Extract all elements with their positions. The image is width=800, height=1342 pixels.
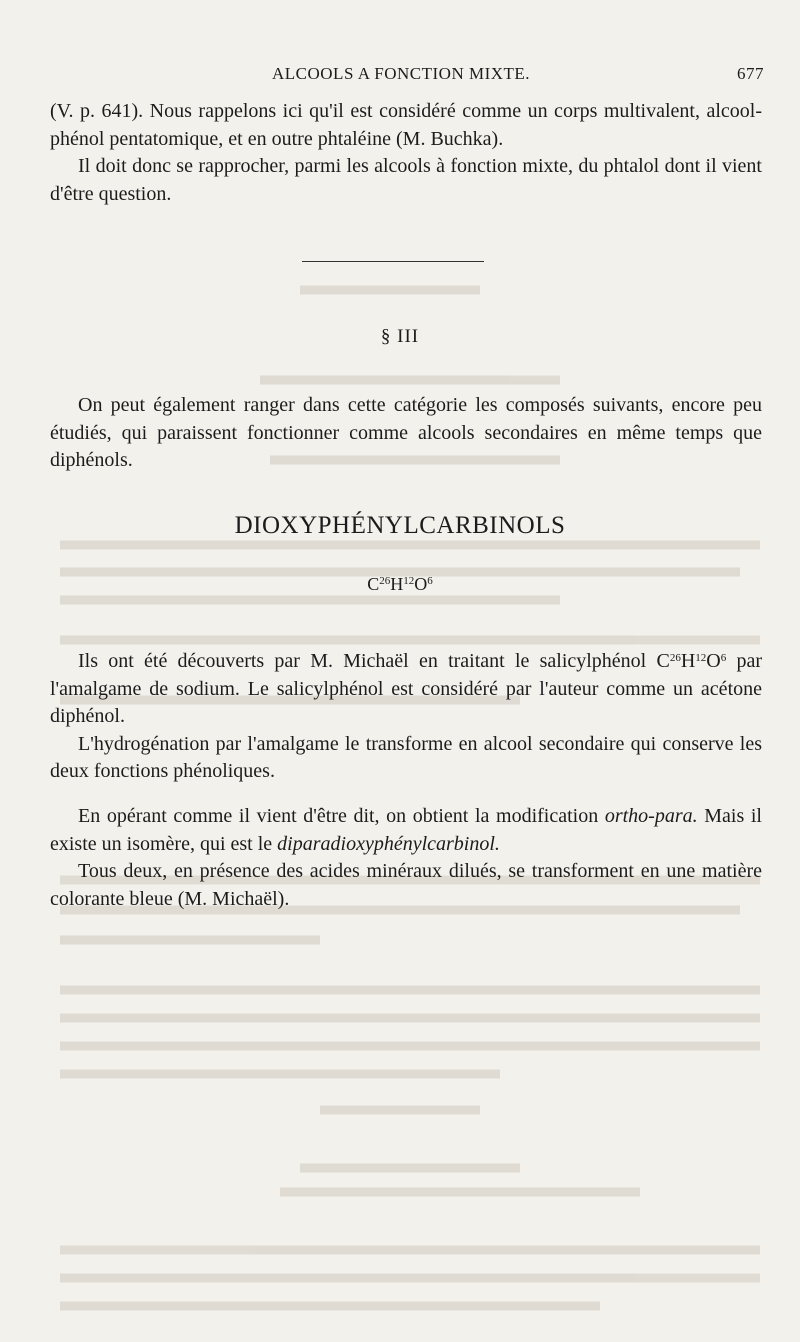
running-header bbox=[0, 64, 800, 90]
body-text-continued bbox=[50, 803, 762, 913]
intro-paragraph-2: Il doit donc se rapprocher, parmi les alcools à fonction mixte, du phtalol dont il vient d'être question. bbox=[50, 155, 762, 205]
intro-text bbox=[50, 98, 762, 208]
section-text bbox=[50, 392, 762, 475]
body-paragraph-3: En opérant comme il vient d'être dit, on obtient la modification ortho-para. Mais il existe un isomère, qui est le diparadioxyphénylcarbinol. bbox=[50, 805, 762, 855]
body-paragraph-2: L'hydrogénation par l'amalgame le transforme en alcool secondaire qui conserve les deux fonctions phénoliques. bbox=[50, 732, 762, 782]
section-divider bbox=[302, 261, 484, 262]
isomer-term-diparadioxy: diparadioxyphénylcarbinol. bbox=[277, 832, 500, 855]
running-title: ALCOOLS A FONCTION MIXTE. bbox=[272, 64, 531, 83]
section-heading: § III bbox=[380, 326, 420, 347]
compound-formula: $C^{26}H^{12}O^6$ bbox=[367, 574, 433, 594]
body-paragraph-1: Ils ont été découverts par M. Michaël en traitant le salicylphénol $C^{26}H^{12}O^6$ par l'amalgame de sodium. Le salicylphénol est considéré par l'auteur comme un acétone diphénol. bbox=[50, 650, 763, 727]
inline-formula: $C^{26}H^{12}O^6$ bbox=[656, 650, 727, 672]
body-text bbox=[50, 648, 762, 786]
page-number: 677 bbox=[737, 64, 764, 83]
body-paragraph-4: Tous deux, en présence des acides minéraux dilués, se transforment en une matière colorante bleue (M. Michaël). bbox=[50, 860, 762, 910]
intro-paragraph-1: (V. p. 641). Nous rappelons ici qu'il est considéré comme un corps multivalent, alcool-phénol pentatomique, et en outre phtaléine (M. Buchka). bbox=[50, 100, 762, 150]
isomer-term-ortho-para: ortho-para. bbox=[604, 805, 698, 827]
section-paragraph-1: On peut également ranger dans cette catégorie les composés suivants, encore peu étudiés, qui paraissent fonctionner comme alcools secondaires en même temps que diphénols. bbox=[50, 394, 762, 471]
compound-title: DIOXYPHÉNYLCARBINOLS bbox=[234, 512, 566, 539]
